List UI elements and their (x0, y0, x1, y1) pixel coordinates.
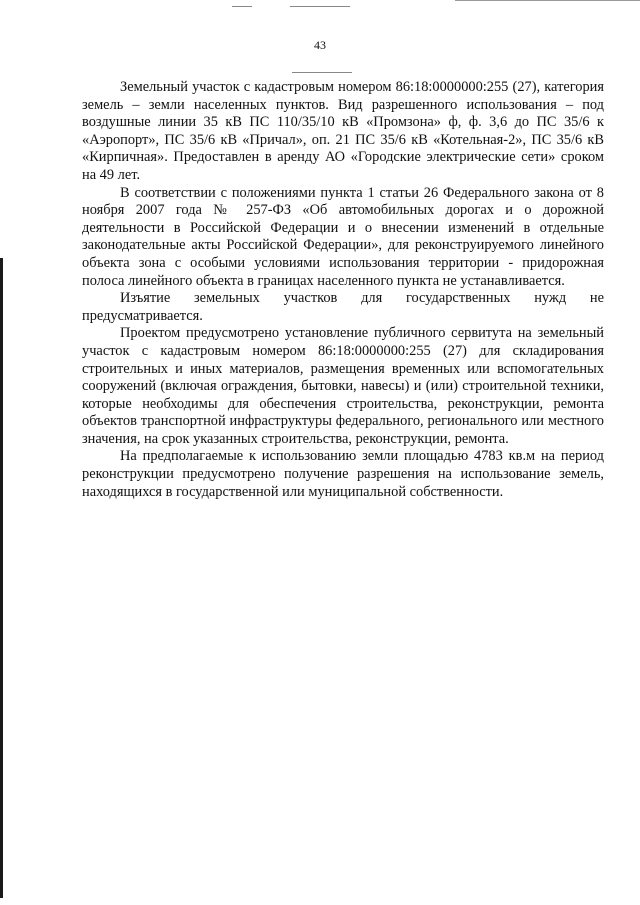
paragraph: Изъятие земельных участков для государственных нужд не предусматривается. (82, 290, 604, 324)
page-number: 43 (314, 38, 326, 52)
paragraph: На предполагаемые к использованию земли площадью 4783 кв.м на период реконструкции предусмотрено получение разрешения на использование земель, находящихся в государственной или муниципальной собственности. (82, 448, 604, 500)
paragraph: Земельный участок с кадастровым номером 86:18:0000000:255 (27), категория земель – земли населенных пунктов. Вид разрешенного использования – под воздушные линии 35 кВ ПС 110/35/10 кВ «Промзона» ф, ф. 3,6 до ПС 35/6 к «Аэропорт», ПС 35/6 кВ «Причал», оп. 21 ПС 35/6 кВ «Котельная-2», ПС 35/6 кВ «Кирпичная». Предоставлен в аренду АО «Городские электрические сети» сроком на 49 лет. (82, 79, 604, 183)
paragraph: Проектом предусмотрено установление публичного сервитута на земельный участок с кадастровым номером 86:18:0000000:255 (27) для складирования строительных и иных материалов, размещения временных или вспомогательных сооружений (включая ограждения, бытовки, навесы) и (или) строительной техники, которые необходимы для обеспечения строительства, реконструкции, ремонта объектов транспортной инфраструктуры федерального, регионального или местного значения, на срок указанных строительства, реконструкции, ремонта. (82, 325, 604, 447)
scan-speck (290, 6, 350, 7)
document-body (82, 79, 604, 501)
scan-speck (292, 72, 352, 73)
scan-speck (232, 6, 252, 7)
scan-top-rule (455, 0, 640, 1)
paragraph: В соответствии с положениями пункта 1 статьи 26 Федерального закона от 8 ноября 2007 года № 257-ФЗ «Об автомобильных дорогах и о дорожной деятельности в Российской Федерации и о внесении изменений в отдельные законодательные акты Российской Федерации», для реконструируемого линейного объекта зона с особыми условиями использования территории - придорожная полоса линейного объекта в границах населенного пункта не устанавливается. (82, 184, 604, 289)
scan-edge-mark (0, 258, 3, 898)
